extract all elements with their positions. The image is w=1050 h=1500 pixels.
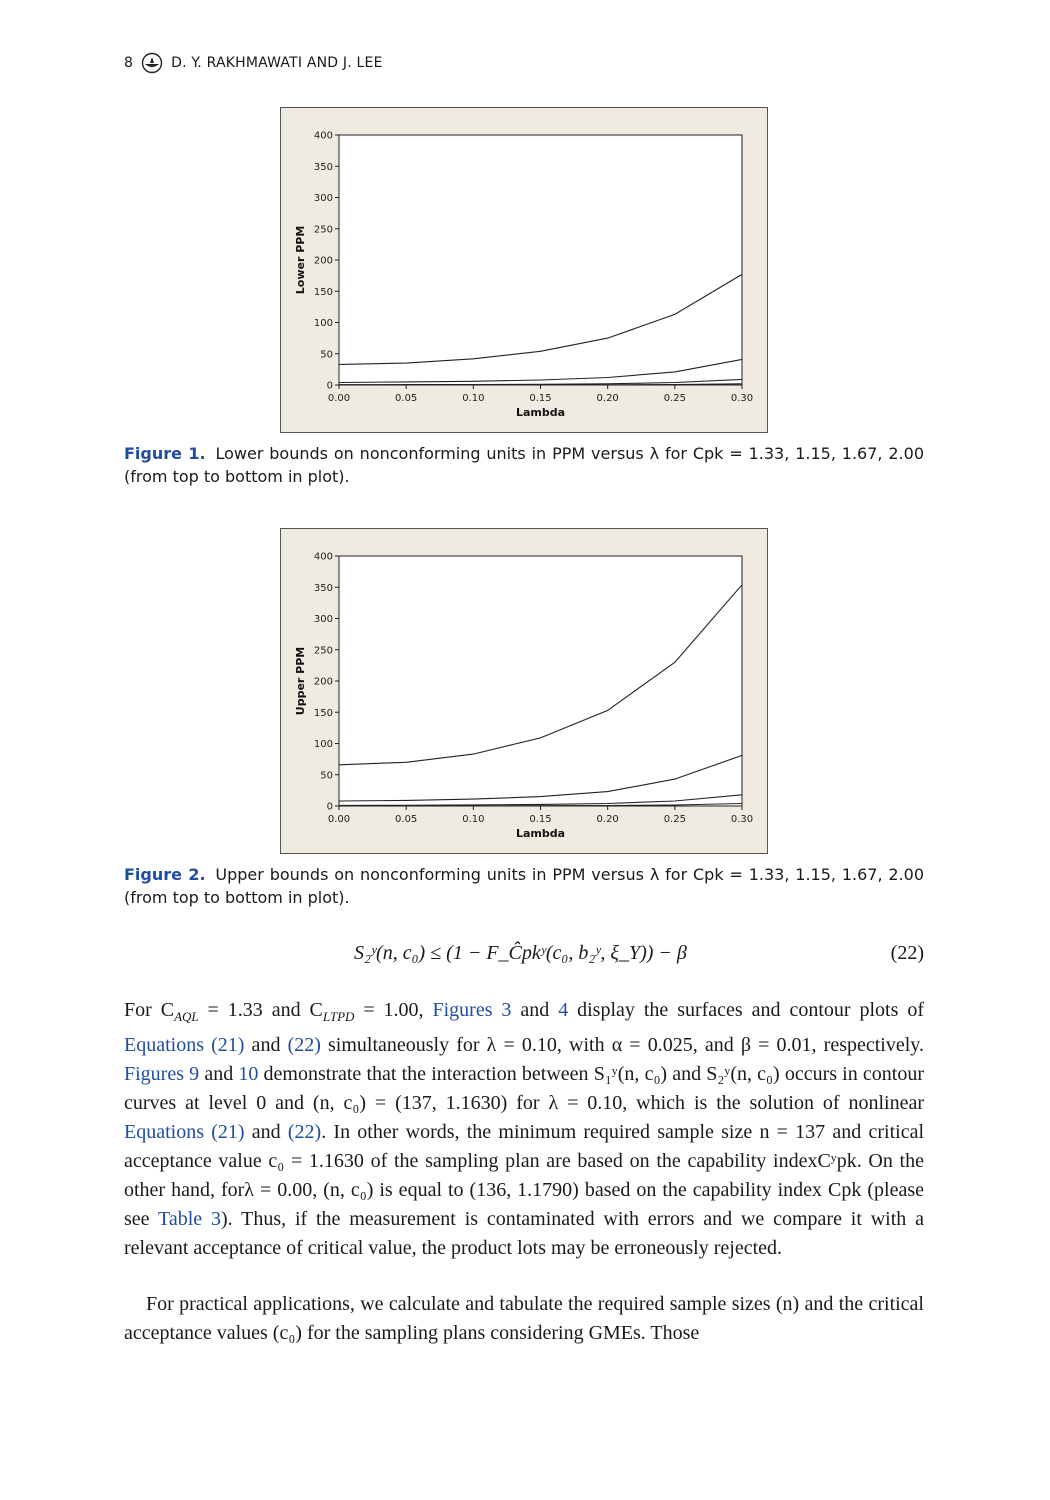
y-tick-label: 400	[313, 130, 333, 142]
y-tick-label: 300	[313, 193, 333, 204]
link-figure-4[interactable]: 4	[558, 999, 569, 1021]
text-run: demonstrate that the interaction between S₁ʸ(n, c₀) and S₂ʸ(n, c₀) occurs in contour curves at level 0 and (n, c₀) = (137, 1.1630) for λ = 0.10, which is the solution of nonlinear	[124, 1063, 924, 1114]
link-figure-10[interactable]: 10	[238, 1063, 259, 1085]
figure-2-label: Figure 2.	[124, 865, 206, 884]
figure-2-caption	[124, 863, 924, 909]
y-tick-label: 200	[313, 676, 333, 688]
y-tick-label: 150	[313, 286, 333, 298]
link-figure-3[interactable]: Figures 3	[432, 999, 512, 1021]
running-header	[124, 52, 383, 74]
text-run: and	[511, 999, 559, 1021]
y-tick-label: 250	[313, 645, 333, 657]
text-run: display the surfaces and contour plots of	[568, 999, 924, 1021]
x-tick-label: 0.10	[462, 814, 485, 825]
y-tick-label: 350	[313, 161, 333, 173]
page-number: 8	[124, 55, 134, 71]
y-tick-label: 100	[313, 318, 333, 329]
equation-22	[124, 936, 924, 976]
text-run: and	[244, 1121, 288, 1143]
body-paragraph-2	[124, 1290, 924, 1348]
text-run: . In other words, the minimum required sample size n = 137 and critical acceptance value c₀ = 1.1630 of the sampling plan are based on the capability indexCʸpk. On the other hand, forλ = 0.00, (n, c₀) is equal to (136, 1.1790) based on the capability index Cpk (please see	[124, 1121, 925, 1230]
paragraph-2-text: For practical applications, we calculate and tabulate the required sample sizes (n) and the critical acceptance values (c₀) for the sampling plans considering GMEs. Those	[124, 1293, 924, 1344]
x-tick-label: 0.10	[462, 393, 485, 404]
x-tick-label: 0.15	[529, 393, 552, 404]
text-run: For C	[124, 999, 175, 1021]
x-tick-label: 0.25	[663, 393, 686, 404]
text-run: LTPD	[322, 1009, 355, 1024]
y-tick-label: 250	[313, 224, 333, 236]
x-tick-label: 0.00	[327, 393, 351, 404]
y-tick-label: 0	[326, 801, 333, 813]
x-tick-label: 0.20	[596, 814, 619, 825]
y-axis-label: Upper PPM	[294, 646, 307, 716]
body-paragraph-1	[124, 996, 924, 1263]
y-tick-label: 0	[326, 380, 333, 392]
text-run: ). Thus, if the measurement is contaminated with errors and we compare it with a relevant acceptance of critical value, the product lots may be erroneously rejected.	[124, 1208, 924, 1259]
link-figure-9[interactable]: Figures 9	[124, 1063, 200, 1085]
y-tick-label: 100	[313, 739, 333, 750]
figure-1-plot	[280, 107, 768, 433]
x-tick-label: 0.15	[529, 814, 552, 825]
text-run: = 1.33 and C	[198, 999, 323, 1021]
y-tick-label: 300	[313, 614, 333, 625]
text-run: and	[199, 1063, 239, 1085]
x-tick-label: 0.20	[596, 393, 619, 404]
y-tick-label: 50	[320, 349, 333, 361]
x-axis-label: Lambda	[515, 827, 566, 840]
plot-area	[339, 135, 742, 385]
text-run: simultaneously for λ = 0.10, with α = 0.025, and β = 0.01, respectively.	[320, 1034, 924, 1056]
x-tick-label: 0.05	[395, 393, 418, 404]
text-run: = 1.00,	[354, 999, 433, 1021]
equation-number: (22)	[890, 942, 924, 964]
figure-2-plot	[280, 528, 768, 854]
y-axis-label: Lower PPM	[294, 225, 307, 295]
x-tick-label: 0.30	[730, 814, 754, 825]
text-run: AQL	[174, 1009, 199, 1024]
link-equation-22[interactable]: (22)	[287, 1034, 321, 1056]
plot-area	[339, 556, 742, 806]
y-tick-label: 200	[313, 255, 333, 267]
figure-2-chart	[280, 528, 768, 854]
x-axis-label: Lambda	[515, 406, 566, 419]
y-tick-label: 400	[313, 551, 333, 563]
link-table-3[interactable]: Table 3	[158, 1208, 221, 1230]
y-tick-label: 50	[320, 770, 333, 782]
figure-1-caption-text: Lower bounds on nonconforming units in PPM versus λ for Cpk = 1.33, 1.15, 1.67, 2.00 (from top to bottom in plot).	[124, 444, 925, 486]
x-tick-label: 0.00	[327, 814, 351, 825]
link-equation-22-b[interactable]: (22)	[287, 1121, 322, 1143]
equation-body: S₂ʸ(n, c₀) ≤ (1 − F_Ĉpkʸ(c₀, b₂ʸ, ξ_Y)) − β	[354, 942, 687, 964]
text-run: and	[244, 1034, 288, 1056]
publisher-logo-icon	[141, 52, 163, 74]
x-tick-label: 0.30	[730, 393, 754, 404]
figure-2-caption-text: Upper bounds on nonconforming units in PPM versus λ for Cpk = 1.33, 1.15, 1.67, 2.00 (from top to bottom in plot).	[124, 865, 925, 907]
link-equation-21-b[interactable]: Equations (21)	[124, 1121, 245, 1143]
x-tick-label: 0.25	[663, 814, 686, 825]
y-tick-label: 150	[313, 707, 333, 719]
authors: D. Y. RAKHMAWATI AND J. LEE	[171, 55, 383, 71]
figure-1-label: Figure 1.	[124, 444, 206, 463]
figure-1-chart	[280, 107, 768, 433]
y-tick-label: 350	[313, 582, 333, 594]
x-tick-label: 0.05	[395, 814, 418, 825]
link-equation-21[interactable]: Equations (21)	[124, 1034, 245, 1056]
figure-1-caption	[124, 442, 924, 488]
